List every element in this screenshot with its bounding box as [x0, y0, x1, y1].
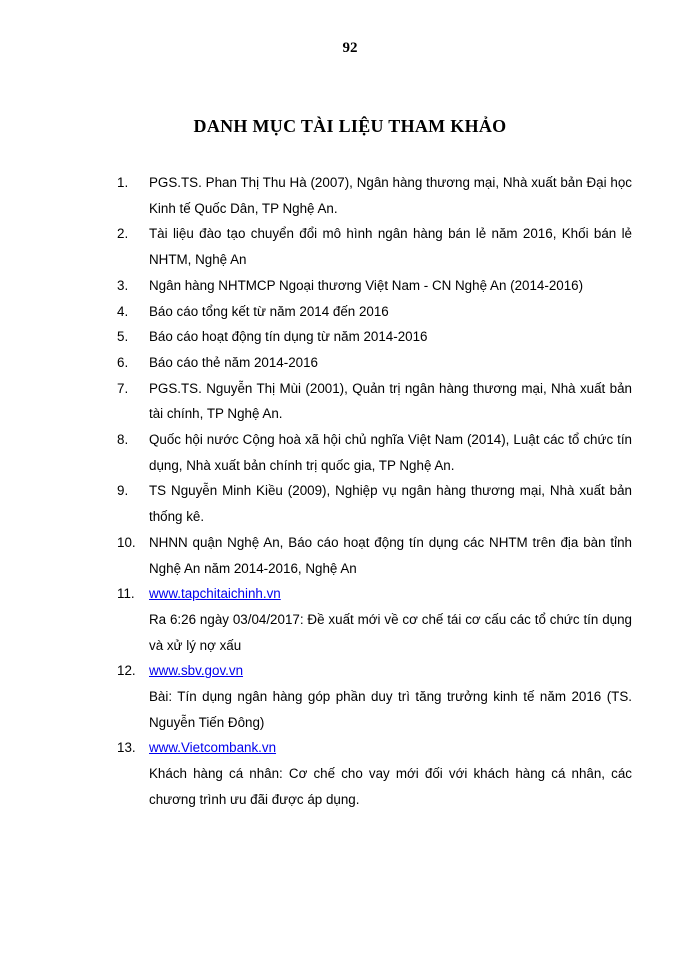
reference-number: 5. — [117, 329, 129, 345]
reference-item — [0, 427, 700, 478]
reference-item — [0, 273, 700, 299]
reference-item — [0, 376, 700, 427]
reference-number: 7. — [117, 380, 129, 396]
reference-number: 2. — [117, 226, 129, 242]
reference-number: 1. — [117, 175, 129, 190]
reference-text: Quốc hội nước Cộng hoà xã hội chủ nghĩa Việt Nam (2014), Luật các tổ chức tín dụng, Nhà xuất bản chính trị quốc gia, TP Nghệ An. — [149, 432, 632, 473]
reference-item — [0, 299, 700, 325]
reference-number: 3. — [117, 277, 129, 293]
reference-item — [0, 221, 700, 272]
reference-description: Bài: Tín dụng ngân hàng góp phần duy trì tăng trưởng kinh tế năm 2016 (TS. Nguyễn Tiến Đông) — [149, 689, 632, 730]
reference-text: Ngân hàng NHTMCP Ngoại thương Việt Nam - CN Nghệ An (2014-2016) — [149, 277, 584, 293]
reference-text: PGS.TS. Phan Thị Thu Hà (2007), Ngân hàng thương mại, Nhà xuất bản Đại học Kinh tế Quốc Dân, TP Nghệ An. — [149, 175, 632, 216]
reference-item — [0, 170, 700, 221]
reference-description: Ra 6:26 ngày 03/04/2017: Đề xuất mới về cơ chế tái cơ cấu các tổ chức tín dụng và xử lý nợ xấu — [149, 611, 632, 653]
reference-text: Tài liệu đào tạo chuyển đổi mô hình ngân hàng bán lẻ năm 2016, Khối bán lẻ NHTM, Nghệ An — [149, 226, 632, 268]
page-number: 92 — [342, 40, 358, 56]
reference-item — [0, 581, 700, 658]
reference-number: 11. — [117, 586, 135, 602]
reference-body — [149, 581, 632, 658]
reference-item — [0, 324, 700, 350]
reference-text: Báo cáo hoạt động tín dụng từ năm 2014-2016 — [149, 329, 428, 345]
reference-body — [149, 735, 632, 812]
page-title: DANH MỤC TÀI LIỆU THAM KHẢO — [193, 116, 507, 136]
reference-text: PGS.TS. Nguyễn Thị Mùi (2001), Quản trị ngân hàng thương mại, Nhà xuất bản tài chính, TP Nghệ An. — [149, 380, 632, 422]
reference-text: NHNN quận Nghệ An, Báo cáo hoạt động tín dụng các NHTM trên địa bàn tỉnh Nghệ An năm 2014-2016, Nghệ An — [149, 534, 632, 576]
reference-description: Khách hàng cá nhân: Cơ chế cho vay mới đối với khách hàng cá nhân, các chương trình ưu đãi được áp dụng. — [149, 766, 632, 807]
reference-link[interactable]: www.Vietcombank.vn — [149, 740, 277, 756]
reference-item — [0, 530, 700, 581]
reference-text: Báo cáo tổng kết từ năm 2014 đến 2016 — [149, 303, 389, 319]
reference-number: 6. — [117, 354, 129, 370]
reference-number: 8. — [117, 432, 129, 448]
reference-number: 9. — [117, 483, 129, 499]
reference-text: Báo cáo thẻ năm 2014-2016 — [149, 354, 318, 370]
reference-number: 10. — [117, 534, 136, 550]
reference-list — [0, 170, 700, 813]
reference-link[interactable]: www.tapchitaichinh.vn — [149, 586, 281, 602]
reference-link[interactable]: www.sbv.gov.vn — [149, 663, 244, 679]
reference-item — [0, 735, 700, 812]
reference-item — [0, 350, 700, 376]
reference-text: TS Nguyễn Minh Kiều (2009), Nghiệp vụ ngân hàng thương mại, Nhà xuất bản thống kê. — [149, 483, 632, 525]
reference-item — [0, 658, 700, 735]
reference-number: 4. — [117, 303, 129, 319]
reference-number: 12. — [117, 663, 136, 679]
reference-item — [0, 478, 700, 529]
reference-body — [149, 658, 632, 735]
reference-number: 13. — [117, 740, 136, 756]
